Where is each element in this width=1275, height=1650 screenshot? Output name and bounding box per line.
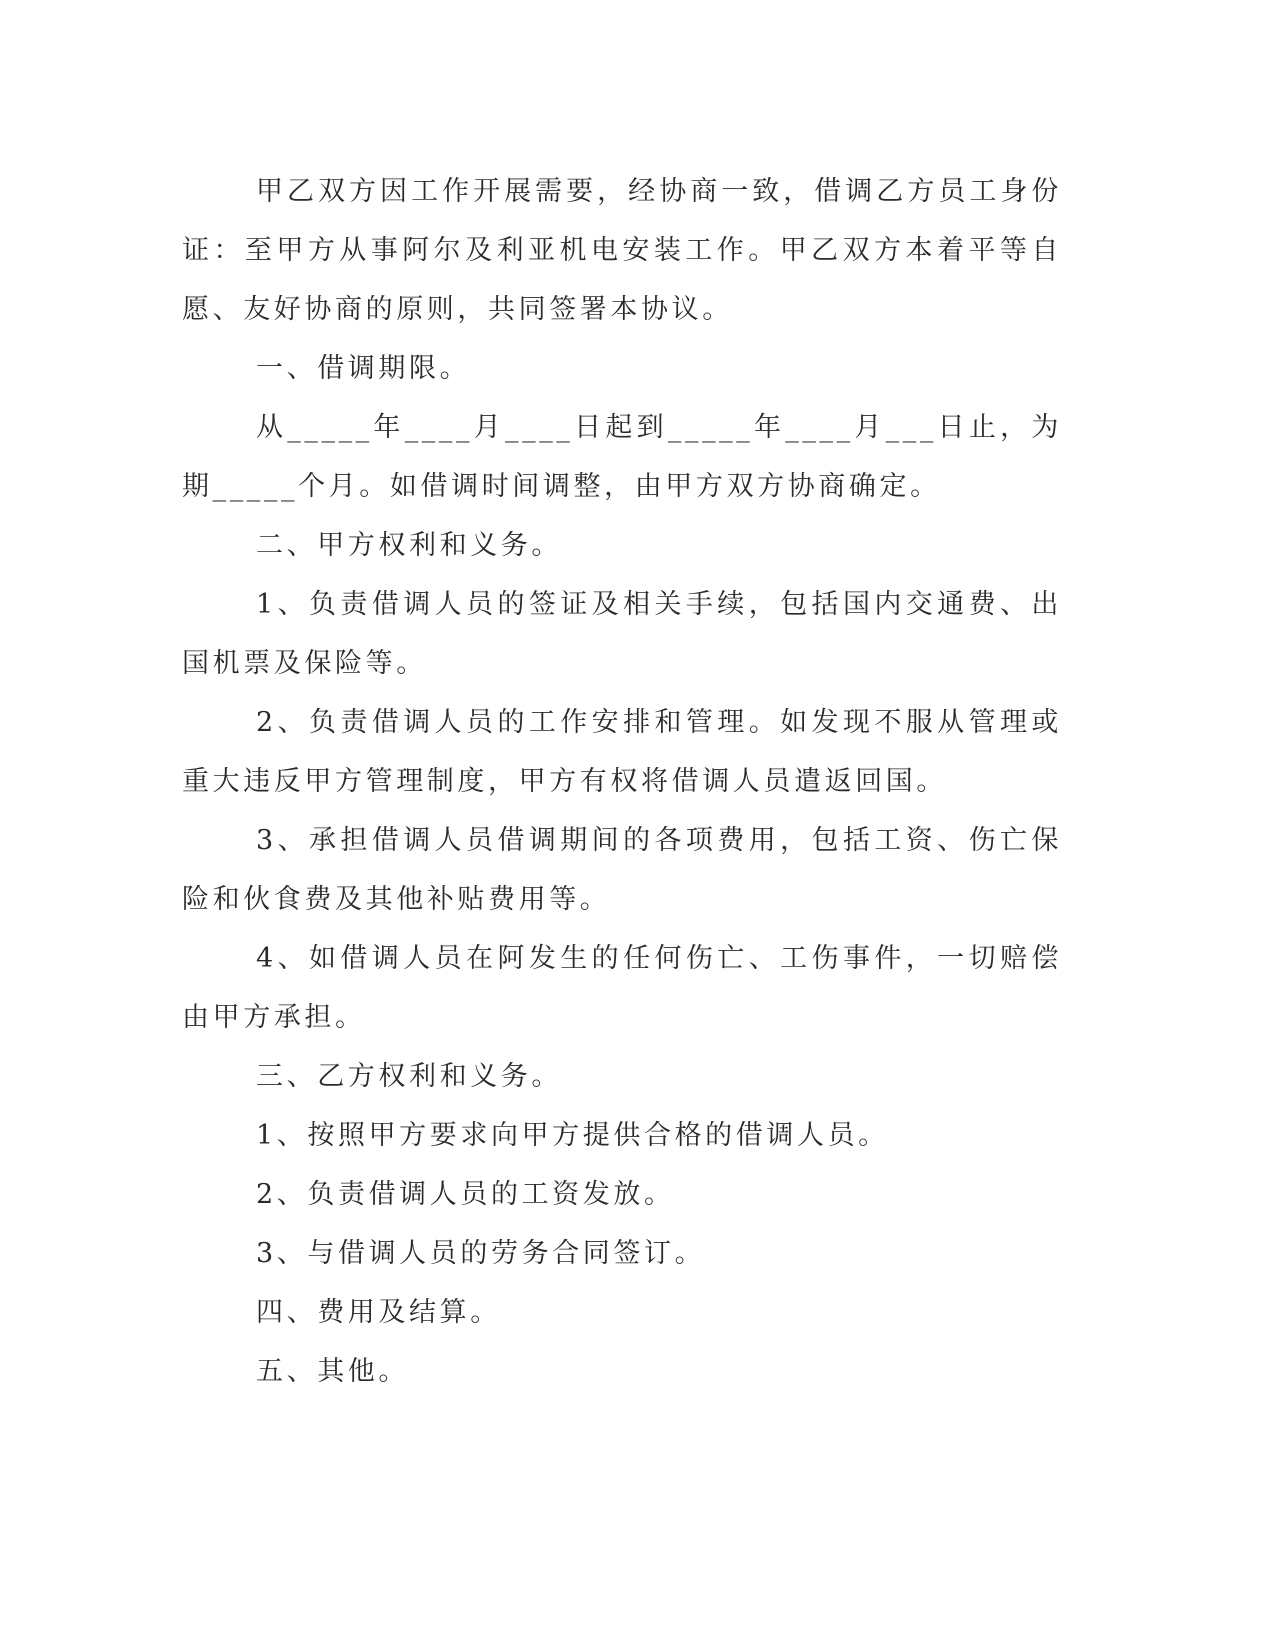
section-heading-other: 五、其他。	[256, 1356, 409, 1387]
party-a-item-4: 4、如借调人员在阿发生的任何伤亡、工伤事件，一切赔偿由甲方承担。	[182, 943, 1062, 1033]
section-heading-fees: 四、费用及结算。	[256, 1297, 501, 1328]
section-heading-party-b: 三、乙方权利和义务。	[256, 1061, 562, 1092]
section-heading-loan-period: 一、借调期限。	[256, 353, 471, 384]
loan-period-paragraph: 从_____年____月____日起到_____年____月___日止，为期_____个月。如借调时间调整，由甲方双方协商确定。	[182, 412, 1062, 502]
intro-paragraph: 甲乙双方因工作开展需要，经协商一致，借调乙方员工身份证：至甲方从事阿尔及利亚机电安装工作。甲乙双方本着平等自愿、友好协商的原则，共同签署本协议。	[182, 176, 1062, 325]
party-b-item-1: 1、按照甲方要求向甲方提供合格的借调人员。	[256, 1120, 889, 1151]
document-body	[182, 162, 1062, 1401]
section-heading-party-a: 二、甲方权利和义务。	[256, 530, 562, 561]
party-b-item-3: 3、与借调人员的劳务合同签订。	[256, 1238, 706, 1269]
party-a-item-3: 3、承担借调人员借调期间的各项费用，包括工资、伤亡保险和伙食费及其他补贴费用等。	[182, 825, 1062, 915]
party-a-item-2: 2、负责借调人员的工作安排和管理。如发现不服从管理或重大违反甲方管理制度，甲方有权将借调人员遣返回国。	[182, 707, 1062, 797]
party-b-item-2: 2、负责借调人员的工资发放。	[256, 1179, 675, 1210]
party-a-item-1: 1、负责借调人员的签证及相关手续，包括国内交通费、出国机票及保险等。	[182, 589, 1062, 679]
